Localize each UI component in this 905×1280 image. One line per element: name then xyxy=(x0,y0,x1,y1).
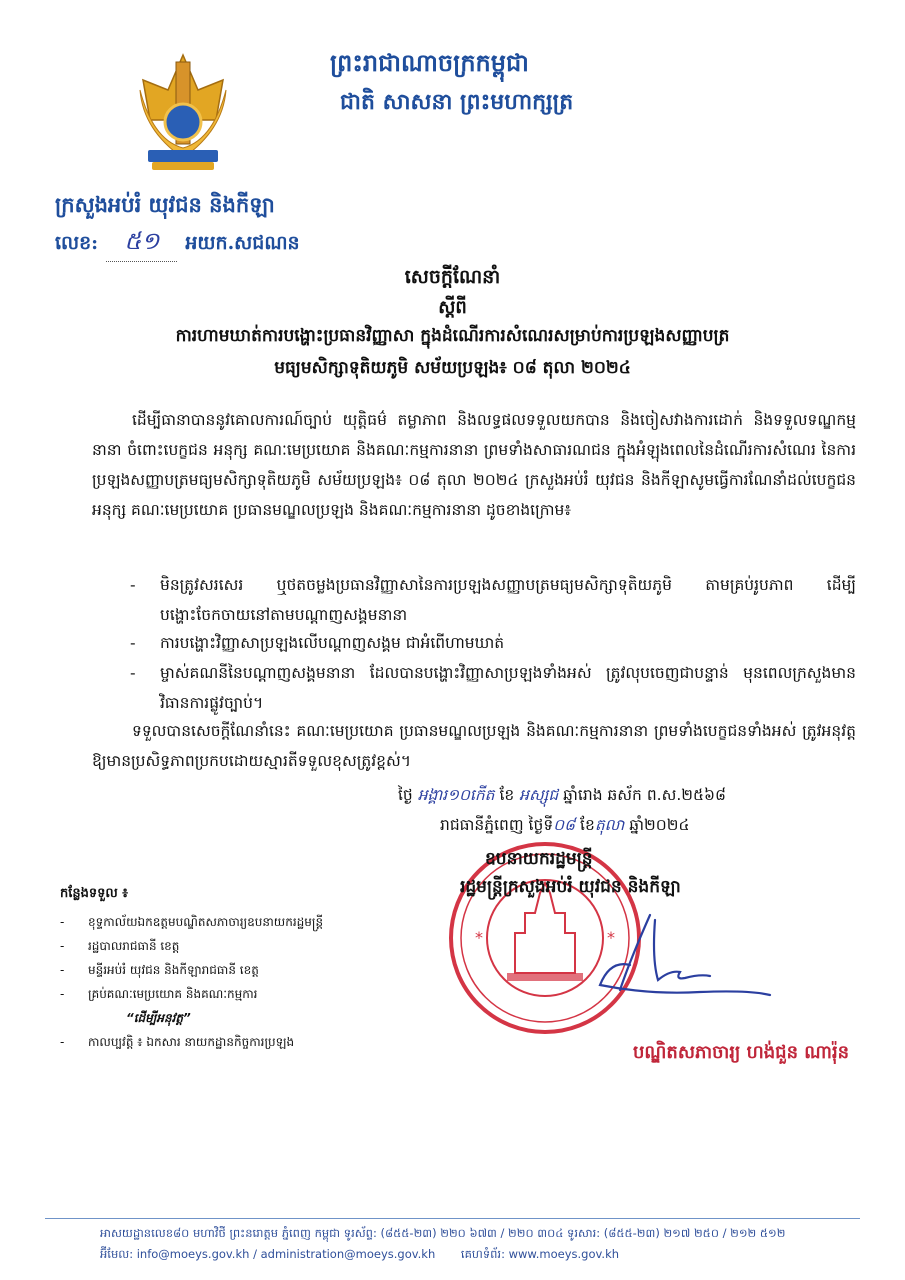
reference-label: លេខ: xyxy=(55,232,99,254)
body-paragraph-2: ទទួលបានសេចក្ដីណែនាំនេះ គណៈមេប្រយោគ ប្រធានមណ្ឌលប្រឡង និងគណៈកម្មការនានា ព្រមទាំងបេក្ខជនទាំងអស់ ត្រូវអនុវត្តឱ្យមានប្រសិទ្ធភាពប្រកបដោយស្មារតីទទួលខុសត្រូវខ្ពស់។ xyxy=(92,722,856,770)
handwritten-signature xyxy=(560,900,780,1010)
list-item: - ការបង្ហោះវិញ្ញាសាប្រឡងលើបណ្ដាញសង្គម ជាអំពើហាមឃាត់ xyxy=(130,634,505,652)
document-title: សេចក្ដីណែនាំ xyxy=(404,266,501,288)
recipients-note: “ដើម្បីអនុវត្ត” xyxy=(126,1011,191,1025)
signer-title-2: រដ្ឋមន្ត្រីក្រសួងអប់រំ យុវជន និងកីឡា xyxy=(460,877,681,897)
kingdom-name: ព្រះរាជាណាចក្រកម្ពុជា xyxy=(330,48,529,77)
signer-name: បណ្ឌិតសភាចារ្យ ហង់ជួន ណារ៉ុន xyxy=(633,1042,850,1063)
signer-title-1: ឧបនាយករដ្ឋមន្ត្រី xyxy=(485,849,593,869)
list-item: - ខុទ្ទកាល័យឯកឧត្តមបណ្ឌិតសភាចារ្យឧបនាយករដ្ឋមន្ត្រី xyxy=(60,915,324,929)
list-item: - មន្ទីរអប់រំ យុវជន និងកីឡារាជធានី ខេត្ត xyxy=(60,963,259,977)
footer-website: គេហទំព័រ: www.moeys.gov.kh xyxy=(460,1247,620,1261)
document-subtitle-about: ស្ដីពី xyxy=(438,297,467,318)
solar-date-line: រាជធានីភ្នំពេញ ថ្ងៃទី០៨ ខែតុលា ឆ្នាំ២០២៤ xyxy=(440,816,690,834)
footer-contacts xyxy=(100,1247,641,1264)
footer-address: អាសយដ្ឋានលេខ៨០ មហាវិថី ព្រះនរោត្តម ភ្នំពេញ កម្ពុជា ទូរស័ព្ទ: (៨៥៥-២៣) ២២០ ៦៧៣ / ២២០ ៣០៤ ទូរសារ: (៨៥៥-២៣) ២១៧ ២៥០ / ២១២ ៥១២ xyxy=(100,1226,786,1240)
handwritten-day: ០៨ xyxy=(553,816,576,834)
list-item: - រដ្ឋបាលរាជធានី ខេត្ត xyxy=(60,939,180,953)
svg-text:*: * xyxy=(607,928,615,947)
footer-divider xyxy=(45,1218,860,1219)
recipients-heading: កន្លែងទទួល ៖ xyxy=(60,886,129,901)
ministry-crest-logo xyxy=(128,50,238,175)
reference-line xyxy=(55,226,300,262)
handwritten-lunar-month: អស្សុជ xyxy=(519,786,559,804)
ministry-name: ក្រសួងអប់រំ យុវជន និងកីឡា xyxy=(55,192,275,217)
list-item: - មិនត្រូវសរសេរ ឬថតចម្លងប្រធានវិញ្ញាសានៃការប្រឡងសញ្ញាបត្រមធ្យមសិក្សាទុតិយភូមិ តាមគ្រប់រូបភាព ដើម្បីបង្ហោះចែកចាយនៅតាមបណ្ដាញសង្គមនានា xyxy=(130,576,856,624)
document-subject-line2: មធ្យមសិក្សាទុតិយភូមិ សម័យប្រឡង៖ ០៨ តុលា ២០២៤ xyxy=(274,358,631,378)
list-item: - ម្ចាស់គណនីនៃបណ្ដាញសង្គមនានា ដែលបានបង្ហោះវិញ្ញាសាប្រឡងទាំងអស់ ត្រូវលុបចេញជាបន្ទាន់ មុនពេលក្រសួងមានវិធានការផ្លូវច្បាប់។ xyxy=(130,664,856,712)
national-motto: ជាតិ សាសនា ព្រះមហាក្សត្រ xyxy=(340,89,574,115)
list-item: - គ្រប់គណៈមេប្រយោគ និងគណៈកម្មការ xyxy=(60,987,258,1001)
handwritten-month: តុលា xyxy=(594,816,625,834)
svg-text:*: * xyxy=(475,928,483,947)
reference-suffix: អយក.សជណន xyxy=(185,232,300,254)
footer-email: អ៊ីមែល: info@moeys.gov.kh / administration@moeys.gov.kh xyxy=(100,1247,436,1261)
reference-number: ៥១ xyxy=(106,226,177,262)
list-item: - កាលប្បវត្តិ ៖ ឯកសារ នាយកដ្ឋានកិច្ចការប្រឡង xyxy=(60,1035,295,1049)
recipients-list xyxy=(60,910,323,1054)
lunar-date-line: ថ្ងៃ អង្គារ១០កើត ខែ អស្សុជ ឆ្នាំរោង ឆស័ក ព.ស.២៥៦៨ xyxy=(398,786,726,804)
handwritten-lunar-day: អង្គារ១០កើត xyxy=(417,786,495,804)
document-subject-line1: ការហាមឃាត់ការបង្ហោះប្រធានវិញ្ញាសា ក្នុងដំណើរការសំណេរសម្រាប់ការប្រឡងសញ្ញាបត្រ xyxy=(175,326,730,346)
body-paragraph-1: ដើម្បីធានាបាននូវគោលការណ៍ច្បាប់ យុត្តិធម៌ តម្លាភាព និងលទ្ធផលទទួលយកបាន និងចៀសវាងការដោក់ និងទទួលទណ្ឌកម្មនានា ចំពោះបេក្ខជន អនុក្ស គណៈមេប្រយោគ និងគណៈកម្មការនានា ព្រមទាំងសាធារណជន ក្នុងអំឡុងពេលនៃដំណើរការសំណេរ នៃការប្រឡងសញ្ញាបត្រមធ្យមសិក្សាទុតិយភូមិ សម័យប្រឡង៖ ០៨ តុលា ២០២៤ ក្រសួងអប់រំ យុវជន និងកីឡាសូមធ្វើការណែនាំដល់បេក្ខជន អនុក្ស គណៈមេប្រយោគ ប្រធានមណ្ឌលប្រឡង និងគណៈកម្មការនានា ដូចខាងក្រោម៖ xyxy=(92,411,856,519)
